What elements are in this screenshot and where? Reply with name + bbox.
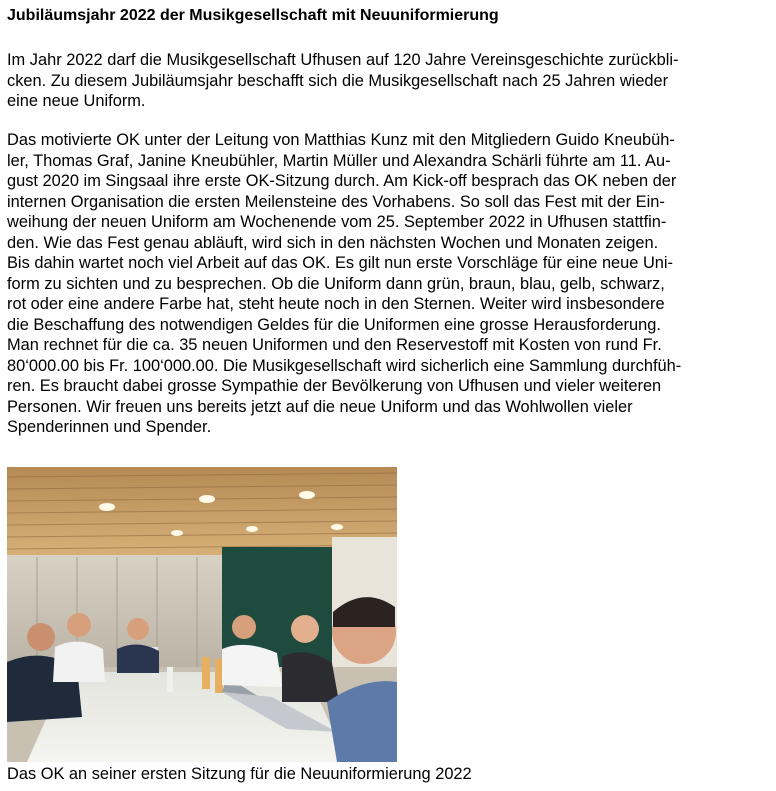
article-title: Jubiläumsjahr 2022 der Musikgesellschaft mit Neuuniformierung <box>7 7 499 24</box>
text-line: eine neue Uniform. <box>7 92 146 110</box>
text-line: Im Jahr 2022 darf die Musikgesellschaft Ufhusen auf 120 Jahre Vereinsgeschichte zurückbli- <box>7 51 679 69</box>
photo-caption: Das OK an seiner ersten Sitzung für die Neuuniformierung 2022 <box>7 765 472 783</box>
text-line: Man rechnet für die ca. 35 neuen Uniformen und den Reservestoff mit Kosten von rund Fr. <box>7 336 662 354</box>
text-line: die Beschaffung des notwendigen Geldes für die Uniformen eine grosse Herausforderung. <box>7 315 661 334</box>
body-paragraph <box>7 130 681 438</box>
meeting-photo <box>7 467 397 762</box>
text-line: gust 2020 im Singsaal ihre erste OK-Sitzung durch. Am Kick-off besprach das OK neben der <box>7 172 677 190</box>
text-line: internen Organisation die ersten Meilensteine des Vorhabens. So soll das Fest mit der Ein- <box>7 192 665 211</box>
text-line: Das motivierte OK unter der Leitung von Matthias Kunz mit den Mitgliedern Guido Kneubüh- <box>7 131 675 149</box>
text-line: Personen. Wir freuen uns bereits jetzt auf die neue Uniform und das Wohlwollen vieler <box>7 397 633 416</box>
text-line: Bis dahin wartet noch viel Arbeit auf das OK. Es gilt nun erste Vorschläge für eine neue Uni- <box>7 254 674 272</box>
text-line: den. Wie das Fest genau abläuft, wird sich in den nächsten Wochen und Monaten zeigen. <box>7 233 659 252</box>
text-line: 80‘000.00 bis Fr. 100‘000.00. Die Musikgesellschaft wird sicherlich eine Sammlung durchfüh- <box>7 356 682 375</box>
text-line: Spenderinnen und Spender. <box>7 418 212 436</box>
text-line: rot oder eine andere Farbe hat, steht heute noch in den Sternen. Weiter wird insbesondere <box>7 295 665 313</box>
text-line: weihung der neuen Uniform am Wochenende vom 25. September 2022 in Ufhusen stattfin- <box>7 213 667 231</box>
text-line: cken. Zu diesem Jubiläumsjahr beschafft sich die Musikgesellschaft nach 25 Jahren wieder <box>7 71 669 90</box>
intro-paragraph <box>7 50 678 112</box>
text-line: form zu sichten und zu besprechen. Ob die Uniform dann grün, braun, blau, gelb, schwarz, <box>7 274 665 293</box>
text-line: ren. Es braucht dabei grosse Sympathie der Bevölkerung von Ufhusen und vieler weiteren <box>7 377 662 395</box>
text-line: ler, Thomas Graf, Janine Kneubühler, Martin Müller und Alexandra Schärli führte am 11. Au- <box>7 151 671 170</box>
